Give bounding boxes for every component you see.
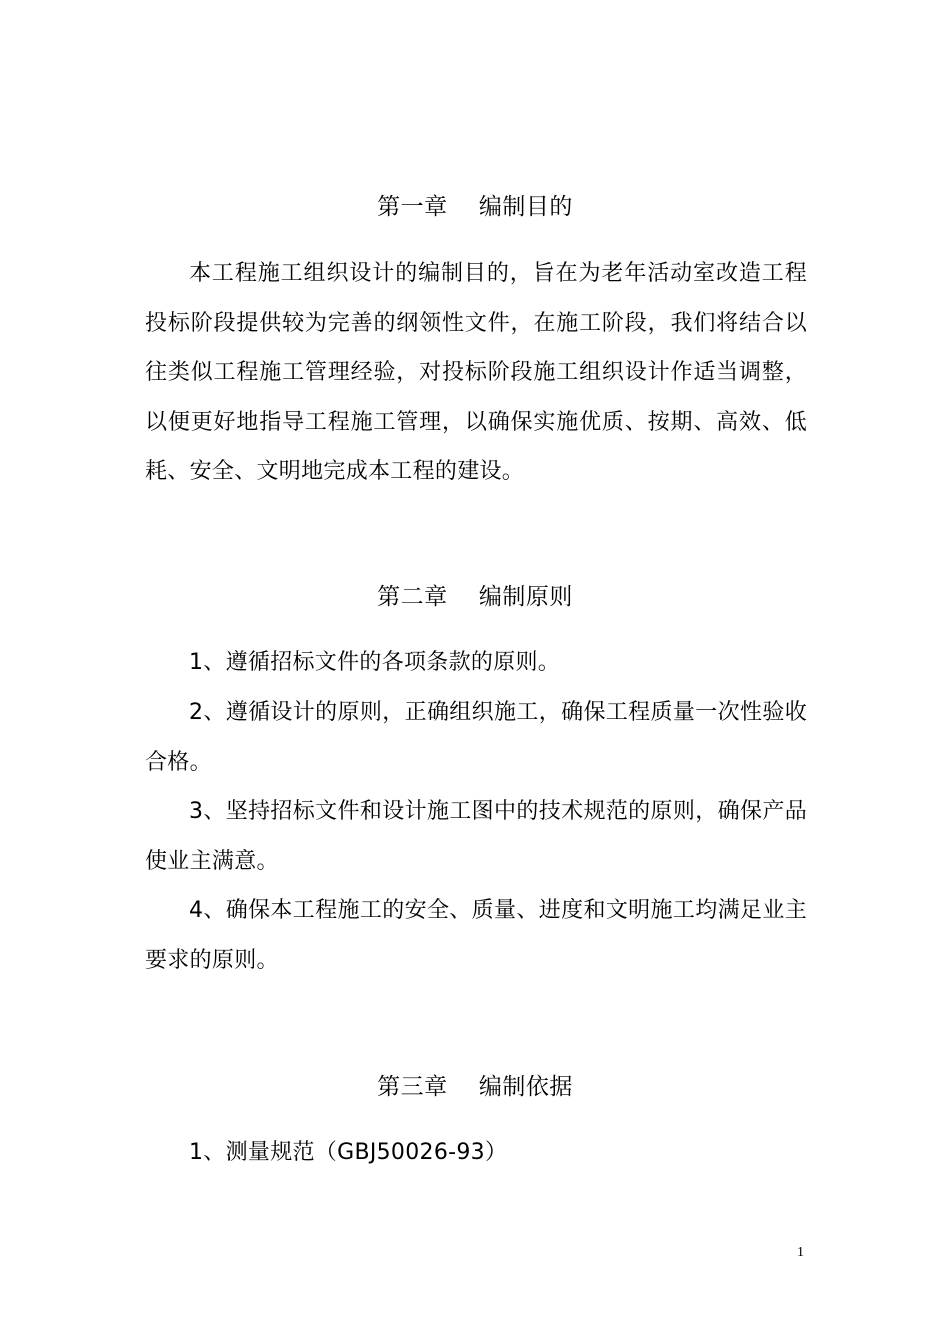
chapter-3-item-1: 1、测量规范（GBJ50026-93） bbox=[189, 1140, 508, 1165]
chapter-2-title: 第二章 编制原则 bbox=[377, 584, 573, 610]
chapter-3-title: 第三章 编制依据 bbox=[377, 1074, 573, 1100]
chapter-1-title: 第一章 编制目的 bbox=[377, 194, 573, 220]
chapter-2-item-2: 2、遵循设计的原则，正确组织施工，确保工程质量一次性验收合格。 bbox=[145, 700, 807, 775]
chapter-1-paragraph: 本工程施工组织设计的编制目的，旨在为老年活动室改造工程投标阶段提供较为完善的纲领性文件，在施工阶段，我们将结合以往类似工程施工管理经验，对投标阶段施工组织设计作适当调整，以便更好地指导工程施工管理，以确保实施优质、按期、高效、低耗、安全、文明地完成本工程的建设。 bbox=[145, 261, 807, 484]
page-number: 1 bbox=[797, 1245, 804, 1260]
chapter-2-item-4: 4、确保本工程施工的安全、质量、进度和文明施工均满足业主要求的原则。 bbox=[145, 898, 807, 973]
chapter-2-item-1: 1、遵循招标文件的各项条款的原则。 bbox=[189, 650, 561, 675]
chapter-2-item-3: 3、坚持招标文件和设计施工图中的技术规范的原则，确保产品使业主满意。 bbox=[145, 799, 807, 874]
